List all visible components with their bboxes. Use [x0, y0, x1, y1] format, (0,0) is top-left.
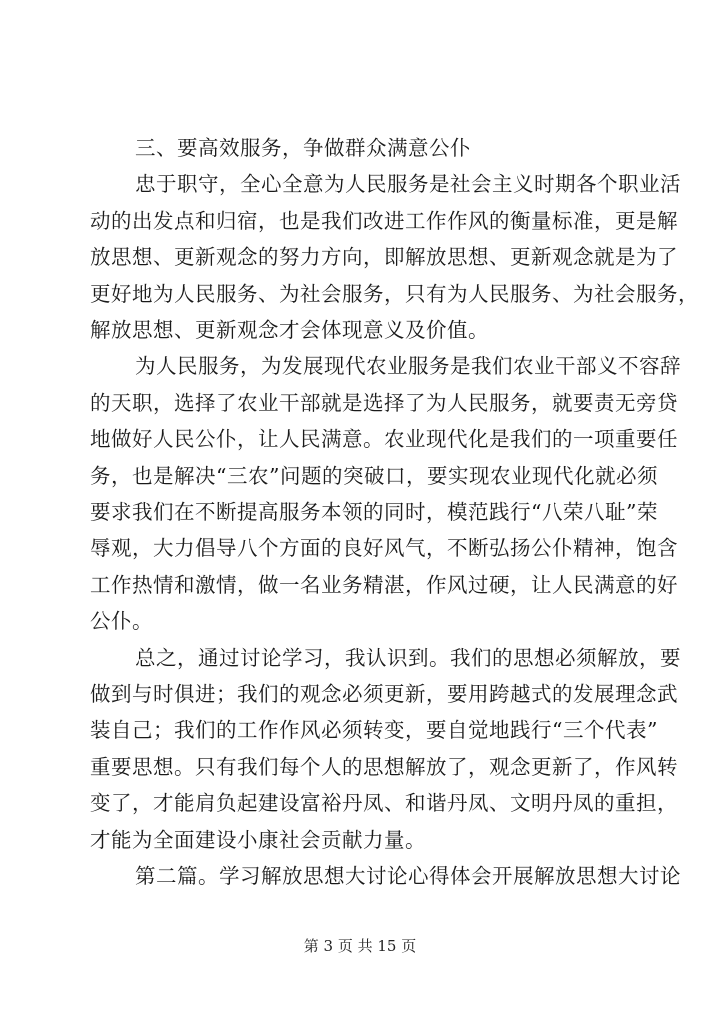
paragraph-3-line-6: 才能为全面建设小康社会贡献力量。	[90, 828, 426, 852]
paragraph-1-line-5: 解放思想、更新观念才会体现意义及价值。	[90, 318, 489, 342]
paragraph-1-line-1: 忠于职守，全心全意为人民服务是社会主义时期各个职业活	[135, 172, 681, 196]
paragraph-2-line-3: 地做好人民公仆，让人民满意。农业现代化是我们的一项重要任	[90, 427, 678, 451]
paragraph-2-line-7: 工作热情和激情，做一名业务精湛，作风过硬，让人民满意的好	[90, 573, 678, 597]
page-number-footer: 第 3 页 共 15 页	[303, 937, 417, 955]
paragraph-3-line-1: 总之，通过讨论学习，我认识到。我们的思想必须解放，要	[135, 646, 681, 670]
paragraph-2-line-5: 要求我们在不断提高服务本领的同时，模范践行“八荣八耻”荣	[90, 500, 658, 524]
paragraph-1-line-2: 动的出发点和归宿，也是我们改进工作作风的衡量标准，更是解	[90, 209, 678, 233]
paragraph-1-line-4: 更好地为人民服务、为社会服务，只有为人民服务、为社会服务，	[90, 282, 699, 306]
paragraph-3-line-3: 装自己；我们的工作作风必须转变，要自觉地践行“三个代表”	[90, 718, 658, 742]
paragraph-2-line-2: 的天职，选择了农业干部就是选择了为人民服务，就要责无旁贷	[90, 391, 678, 415]
paragraph-3-line-5: 变了，才能肩负起建设富裕丹凤、和谐丹凤、文明丹凤的重担，	[90, 791, 678, 815]
paragraph-2-line-8: 公仆。	[90, 609, 153, 633]
paragraph-2-line-1: 为人民服务，为发展现代农业服务是我们农业干部义不容辞	[135, 354, 681, 378]
paragraph-2-line-6: 辱观，大力倡导八个方面的良好风气，不断弘扬公仆精神，饱含	[90, 536, 678, 560]
paragraph-1-line-3: 放思想、更新观念的努力方向，即解放思想、更新观念就是为了	[90, 245, 678, 269]
section-heading: 三、要高效服务，争做群众满意公仆	[135, 136, 471, 160]
paragraph-2-line-4: 务，也是解决“三农”问题的突破口，要实现农业现代化就必须	[90, 464, 658, 488]
paragraph-3-line-4: 重要思想。只有我们每个人的思想解放了，观念更新了，作风转	[90, 755, 678, 779]
next-section-title: 第二篇。学习解放思想大讨论心得体会开展解放思想大讨论	[135, 864, 681, 888]
paragraph-3-line-2: 做到与时俱进；我们的观念必须更新，要用跨越式的发展理念武	[90, 682, 678, 706]
